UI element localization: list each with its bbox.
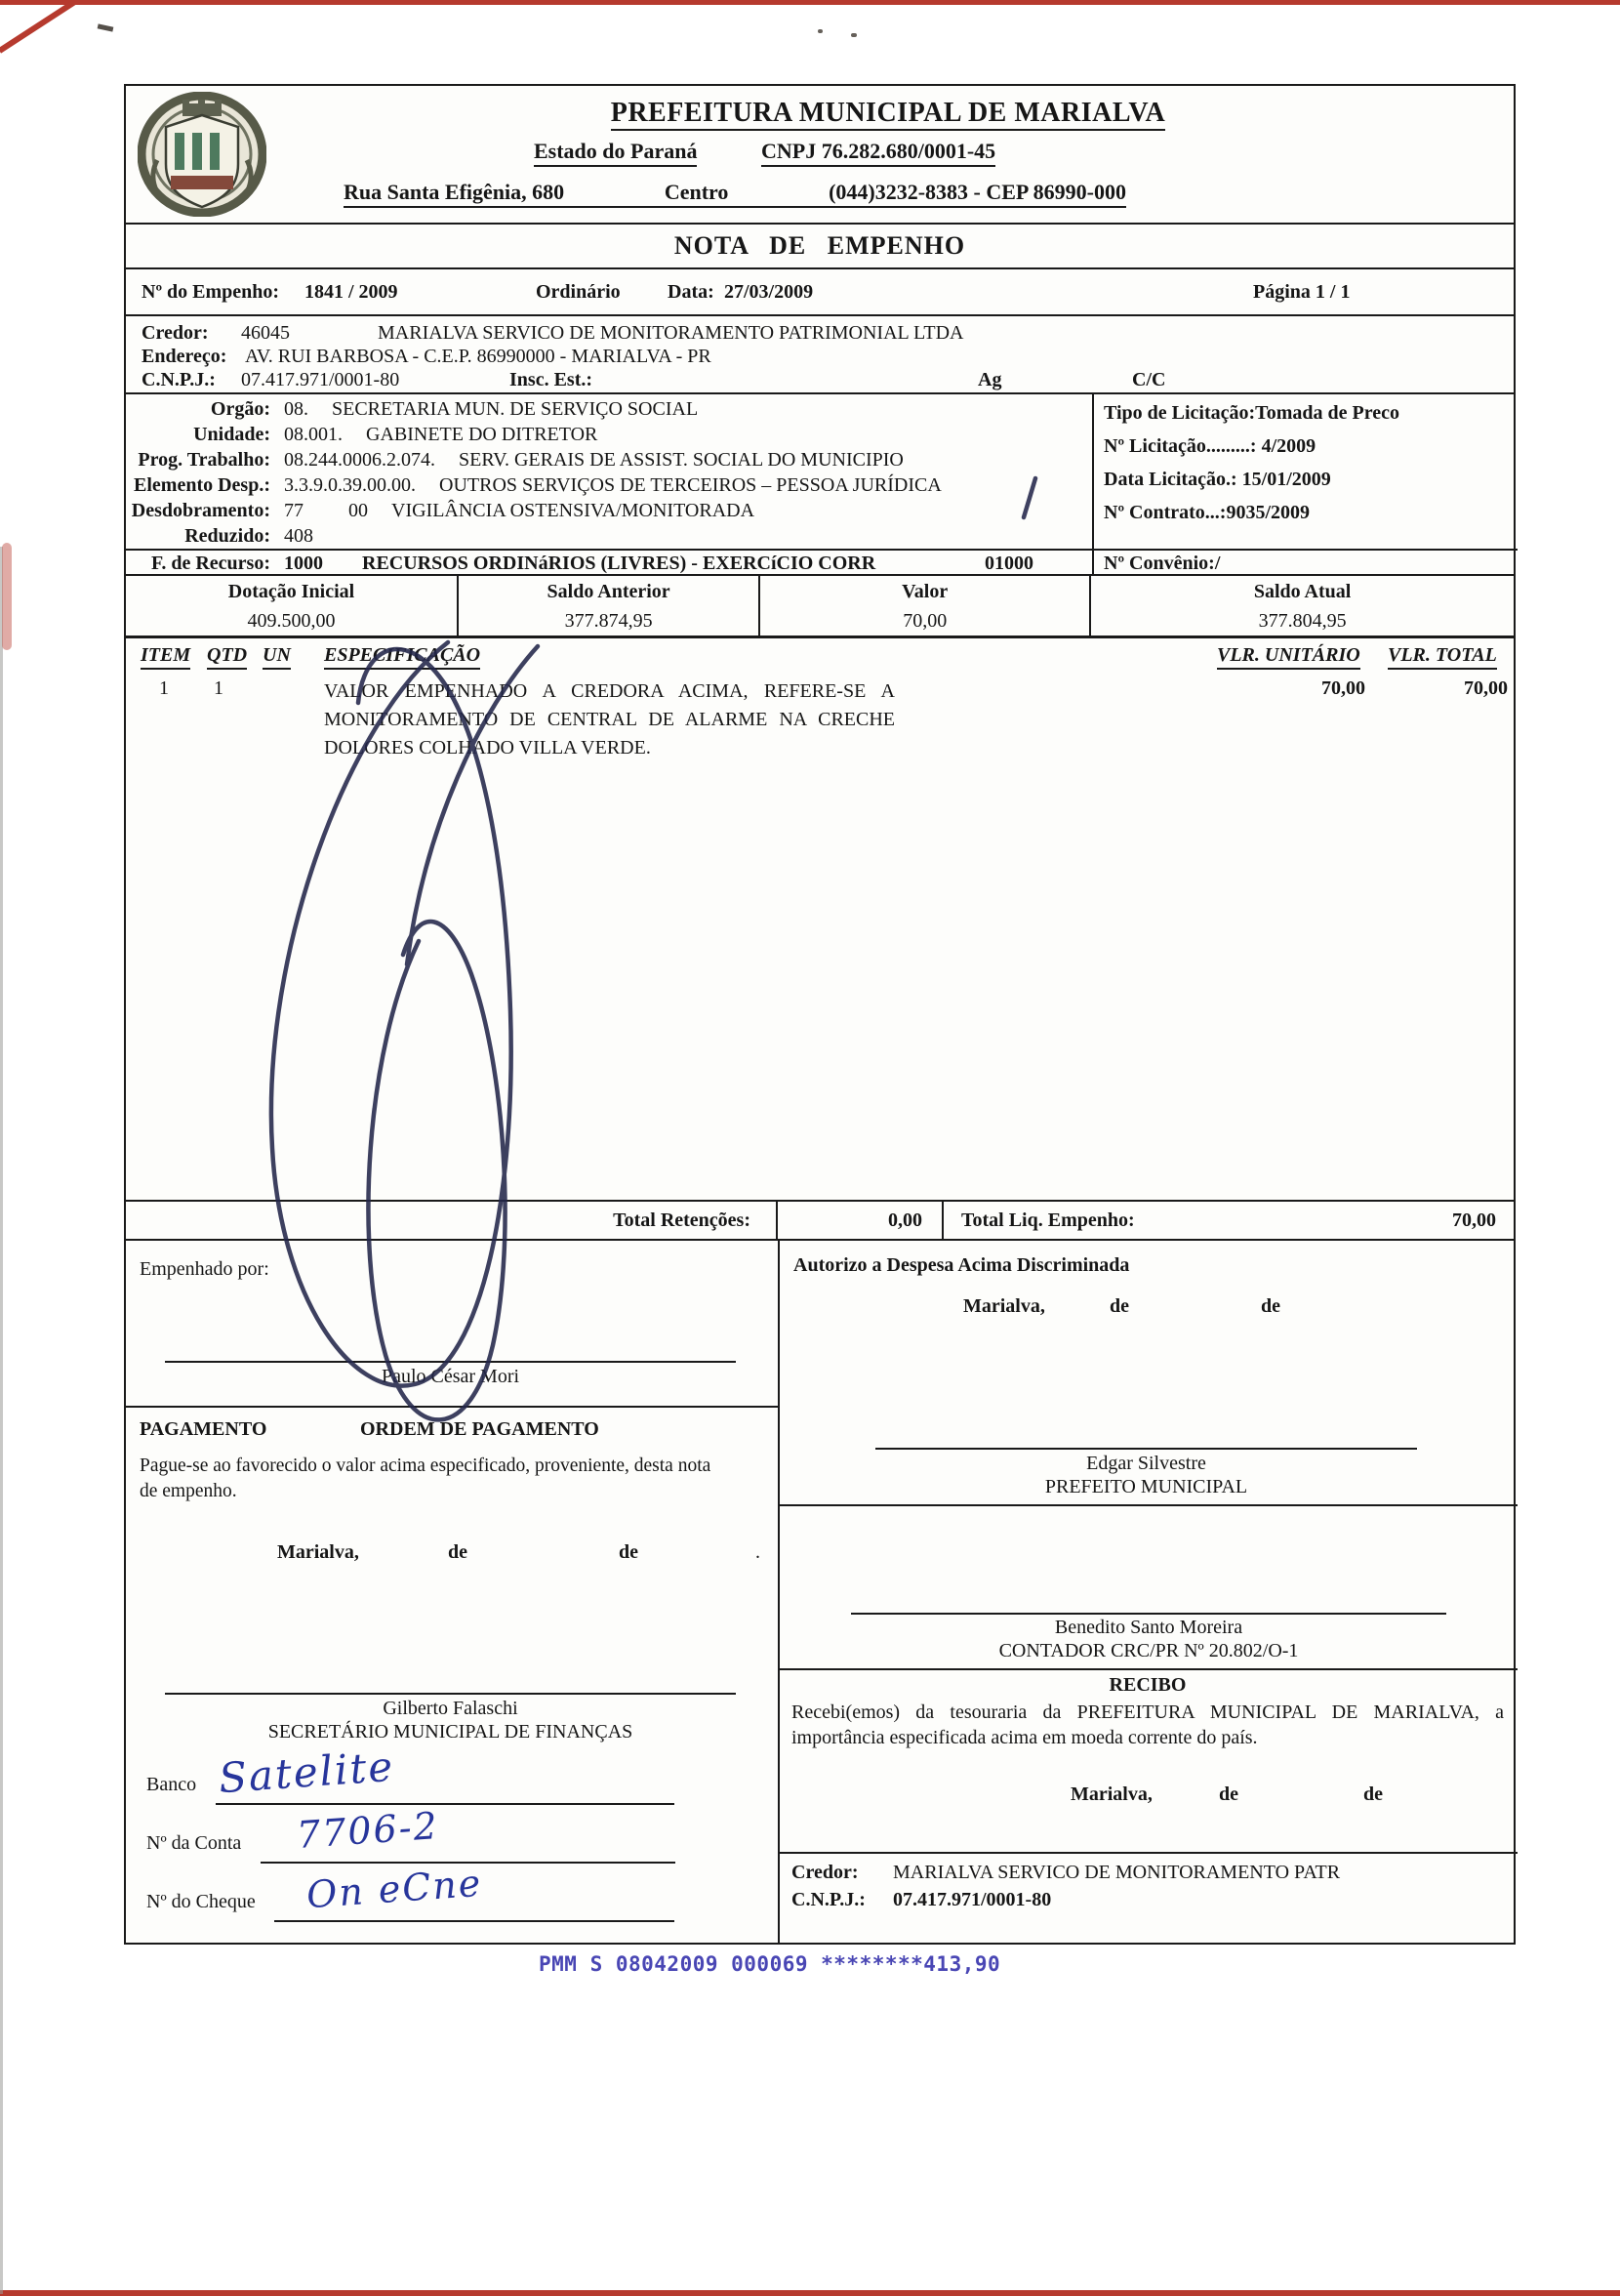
pague-se-text: Pague-se ao favorecido o valor acima especificado, proveniente, desta nota de empenho. — [140, 1456, 711, 1502]
dotacao-value: 70,00 — [903, 610, 948, 632]
signature-line — [165, 1361, 736, 1363]
orgao-row-code: 3.3.9.0.39.00.00. — [284, 474, 416, 496]
signatures-area — [126, 1241, 1514, 1945]
orgao-row-label: Orgão: — [210, 398, 270, 420]
scan-speck — [851, 33, 857, 37]
dotacao-header: Valor — [902, 581, 949, 602]
form-header — [126, 86, 1514, 225]
city-date-de: de — [1261, 1295, 1280, 1317]
dotacao-header: Dotação Inicial — [227, 581, 355, 602]
signatory-title: CONTADOR CRC/PR Nº 20.802/O-1 — [998, 1640, 1299, 1661]
total-liq-cell — [944, 1202, 1514, 1239]
scan-edge-top — [0, 0, 1620, 5]
doc-title-bar — [126, 225, 1514, 269]
licitacao-convenio: Nº Convênio:/ — [1104, 553, 1221, 574]
conta-handwriting: 7706-2 — [295, 1803, 441, 1858]
orgao-block — [126, 394, 1514, 576]
total-retencoes-label: Total Retenções: — [126, 1202, 778, 1239]
dotacao-cell — [758, 576, 1089, 636]
dotacao-cell — [457, 576, 758, 636]
col-vlr-total: VLR. TOTAL — [1388, 644, 1497, 670]
org-cnpj: CNPJ 76.282.680/0001-45 — [761, 139, 995, 167]
signatory-name: Benedito Santo Moreira — [1054, 1617, 1243, 1638]
orgao-row-sub: 00 — [348, 500, 368, 521]
col-un: UN — [263, 644, 291, 670]
signatory-name: Paulo César Mori — [381, 1366, 520, 1387]
left-section-divider — [126, 1406, 778, 1408]
empenho-number-row — [126, 269, 1514, 316]
item-total-value: 70,00 — [1464, 677, 1508, 699]
city-date-city: Marialva, — [277, 1541, 359, 1563]
orgao-row — [126, 500, 754, 522]
empenho-date: 27/03/2009 — [724, 281, 814, 303]
orgao-row-code: 08.001. — [284, 424, 343, 445]
signatory-name: Gilberto Falaschi — [383, 1698, 518, 1719]
col-qtd: QTD — [207, 644, 247, 670]
orgao-row-code: 77 — [284, 500, 304, 521]
licitacao-tipo: Tipo de Licitação:Tomada de Preco — [1104, 402, 1399, 424]
recurso-separator — [126, 549, 1518, 551]
org-state: Estado do Paraná — [534, 139, 697, 167]
total-liq-value: 70,00 — [1452, 1210, 1496, 1231]
banco-label: Banco — [146, 1774, 197, 1795]
recibo-cnpj-label: C.N.P.J.: — [791, 1889, 866, 1910]
scan-speck — [818, 29, 823, 33]
dotacao-header: Saldo Anterior — [547, 581, 670, 602]
right-section-divider — [778, 1852, 1518, 1854]
orgao-row-code: 408 — [284, 525, 313, 547]
signatory-title: PREFEITO MUNICIPAL — [1044, 1476, 1248, 1497]
col-vlr-unitario: VLR. UNITÁRIO — [1217, 644, 1360, 670]
orgao-row — [126, 525, 313, 548]
dotacao-table — [126, 576, 1514, 638]
banco-fill-line[interactable] — [216, 1803, 674, 1805]
item-table-header — [126, 644, 1514, 674]
credor-name: MARIALVA SERVICO DE MONITORAMENTO PATRIMONIAL LTDA — [378, 322, 964, 344]
dotacao-cell — [1089, 576, 1514, 636]
orgao-row-label: Reduzido: — [184, 525, 270, 547]
signature-line — [875, 1448, 1417, 1450]
insc-est-label: Insc. Est.: — [509, 369, 593, 390]
col-especificacao: ESPECIFICAÇÃO — [324, 644, 480, 670]
scan-left-line — [0, 547, 3, 2294]
orgao-row — [126, 474, 942, 497]
recurso-desc: RECURSOS ORDINáRIOS (LIVRES) - EXERCíCIO CORR — [362, 553, 876, 574]
right-column — [778, 1241, 1518, 1945]
ag-label: Ag — [978, 369, 1002, 390]
cheque-label: Nº do Cheque — [146, 1891, 256, 1912]
scan-edge-bottom — [0, 2290, 1620, 2296]
item-unit-value: 70,00 — [1321, 677, 1365, 699]
orgao-row — [126, 424, 597, 446]
recibo-credor-name: MARIALVA SERVICO DE MONITORAMENTO PATR — [893, 1862, 1341, 1883]
licitacao-data: Data Licitação.: 15/01/2009 — [1104, 469, 1331, 490]
cc-label: C/C — [1132, 369, 1166, 390]
dot-matrix-print-line: PMM S 08042009 000069 ********413,90 — [539, 1952, 1001, 1976]
signature-line — [851, 1613, 1446, 1615]
recibo-cnpj-value: 07.417.971/0001-80 — [893, 1889, 1052, 1910]
endereco-label: Endereço: — [142, 346, 227, 367]
org-phone-cep: (044)3232-8383 - CEP 86990-000 — [829, 180, 1126, 204]
cnpj-label: C.N.P.J.: — [142, 369, 216, 390]
signature-line — [165, 1693, 736, 1695]
autorizo-text: Autorizo a Despesa Acima Discriminada — [793, 1254, 1130, 1276]
orgao-row-code: 08.244.0006.2.074. — [284, 449, 435, 471]
municipal-coat-of-arms-icon — [138, 92, 266, 217]
dotacao-value: 409.500,00 — [247, 610, 336, 632]
cnpj-value: 07.417.971/0001-80 — [241, 369, 400, 390]
orgao-row-desc: GABINETE DO DITRETOR — [366, 424, 598, 445]
empenhado-por-label: Empenhado por: — [140, 1258, 269, 1280]
col-item: ITEM — [141, 644, 190, 670]
city-date-de: de — [1363, 1784, 1383, 1805]
licitacao-contrato: Nº Contrato...:9035/2009 — [1104, 502, 1311, 523]
orgao-row — [126, 449, 904, 472]
orgao-row-label: Unidade: — [193, 424, 270, 445]
city-date-period: . — [755, 1541, 760, 1563]
recurso-row — [126, 553, 875, 575]
empenho-number: 1841 / 2009 — [304, 281, 398, 303]
empenho-label: Nº do Empenho: — [142, 281, 280, 303]
org-district: Centro — [664, 180, 729, 204]
item-description: VALOR EMPENHADO A CREDORA ACIMA, REFERE-SE A MONITORAMENTO DE CENTRAL DE ALARME NA CRECHE DOLORES COLHADO VILLA VERDE. — [324, 680, 895, 758]
credor-label: Credor: — [142, 322, 209, 344]
city-date-de: de — [619, 1541, 638, 1563]
item-row — [126, 677, 1514, 795]
staple-mark — [98, 23, 114, 31]
dotacao-value: 377.874,95 — [564, 610, 653, 632]
scan-red-smudge — [2, 543, 12, 650]
orgao-row-desc: SERV. GERAIS DE ASSIST. SOCIAL DO MUNICIPIO — [459, 449, 904, 471]
conta-label: Nº da Conta — [146, 1832, 242, 1854]
recurso-extra-code: 01000 — [985, 553, 1033, 574]
credor-block — [126, 316, 1514, 394]
cheque-fill-line[interactable] — [274, 1920, 674, 1922]
org-address-line — [344, 180, 1126, 208]
org-street: Rua Santa Efigênia, 680 — [344, 180, 565, 204]
city-date-de: de — [1219, 1784, 1238, 1805]
empenho-type: Ordinário — [536, 281, 621, 303]
doc-title: NOTA DE EMPENHO — [673, 231, 966, 260]
totals-row — [126, 1200, 1514, 1241]
endereco-value: AV. RUI BARBOSA - C.E.P. 86990000 - MARIALVA - PR — [245, 346, 711, 367]
banco-handwriting: Satelite — [217, 1742, 396, 1803]
dotacao-header: Saldo Atual — [1253, 581, 1352, 602]
orgao-row-code: 08. — [284, 398, 308, 420]
orgao-row — [126, 398, 698, 421]
dotacao-value: 377.804,95 — [1258, 610, 1347, 632]
dotacao-cell — [126, 576, 457, 636]
total-retencoes-value: 0,00 — [778, 1202, 944, 1239]
licitacao-numero: Nº Licitação.........: 4/2009 — [1104, 435, 1316, 457]
orgao-row-desc: OUTROS SERVIÇOS DE TERCEIROS – PESSOA JURÍDICA — [439, 474, 942, 496]
signatory-name: Edgar Silvestre — [1086, 1453, 1206, 1474]
orgao-row-desc: VIGILÂNCIA OSTENSIVA/MONITORADA — [391, 500, 755, 521]
org-name-title: PREFEITURA MUNICIPAL DE MARIALVA — [611, 98, 1166, 131]
city-date-de: de — [448, 1541, 467, 1563]
cheque-handwriting: On eCne — [304, 1861, 484, 1917]
pagamento-title: PAGAMENTO — [140, 1418, 267, 1440]
empenho-date-label: Data: — [668, 281, 714, 303]
orgao-row-desc: SECRETARIA MUN. DE SERVIÇO SOCIAL — [332, 398, 699, 420]
city-date-de: de — [1110, 1295, 1129, 1317]
recurso-label: F. de Recurso: — [150, 553, 270, 574]
orgao-row-label: Prog. Trabalho: — [138, 449, 270, 471]
right-section-divider — [778, 1668, 1518, 1670]
page-indicator: Página 1 / 1 — [1253, 281, 1351, 303]
recibo-credor-label: Credor: — [791, 1862, 859, 1883]
city-date-city: Marialva, — [1071, 1784, 1153, 1805]
right-section-divider — [778, 1504, 1518, 1506]
city-date-city: Marialva, — [963, 1295, 1045, 1317]
item-number: 1 — [159, 677, 169, 699]
total-liq-label: Total Liq. Empenho: — [961, 1210, 1135, 1231]
scan-corner-mark — [0, 0, 76, 54]
credor-code: 46045 — [241, 322, 290, 344]
ordem-pagamento-title: ORDEM DE PAGAMENTO — [360, 1418, 599, 1440]
item-qtd: 1 — [214, 677, 223, 699]
nota-de-empenho-form — [124, 84, 1516, 1945]
orgao-row-label: Desdobramento: — [131, 500, 270, 521]
recibo-text: Recebi(emos) da tesouraria da PREFEITURA MUNICIPAL DE MARIALVA, a importância especificada acima em moeda corrente do país. — [791, 1702, 1504, 1748]
recibo-title: RECIBO — [1109, 1674, 1187, 1696]
signatory-title: SECRETÁRIO MUNICIPAL DE FINANÇAS — [267, 1721, 633, 1742]
recurso-code: 1000 — [284, 553, 323, 574]
orgao-row-label: Elemento Desp.: — [134, 474, 270, 496]
